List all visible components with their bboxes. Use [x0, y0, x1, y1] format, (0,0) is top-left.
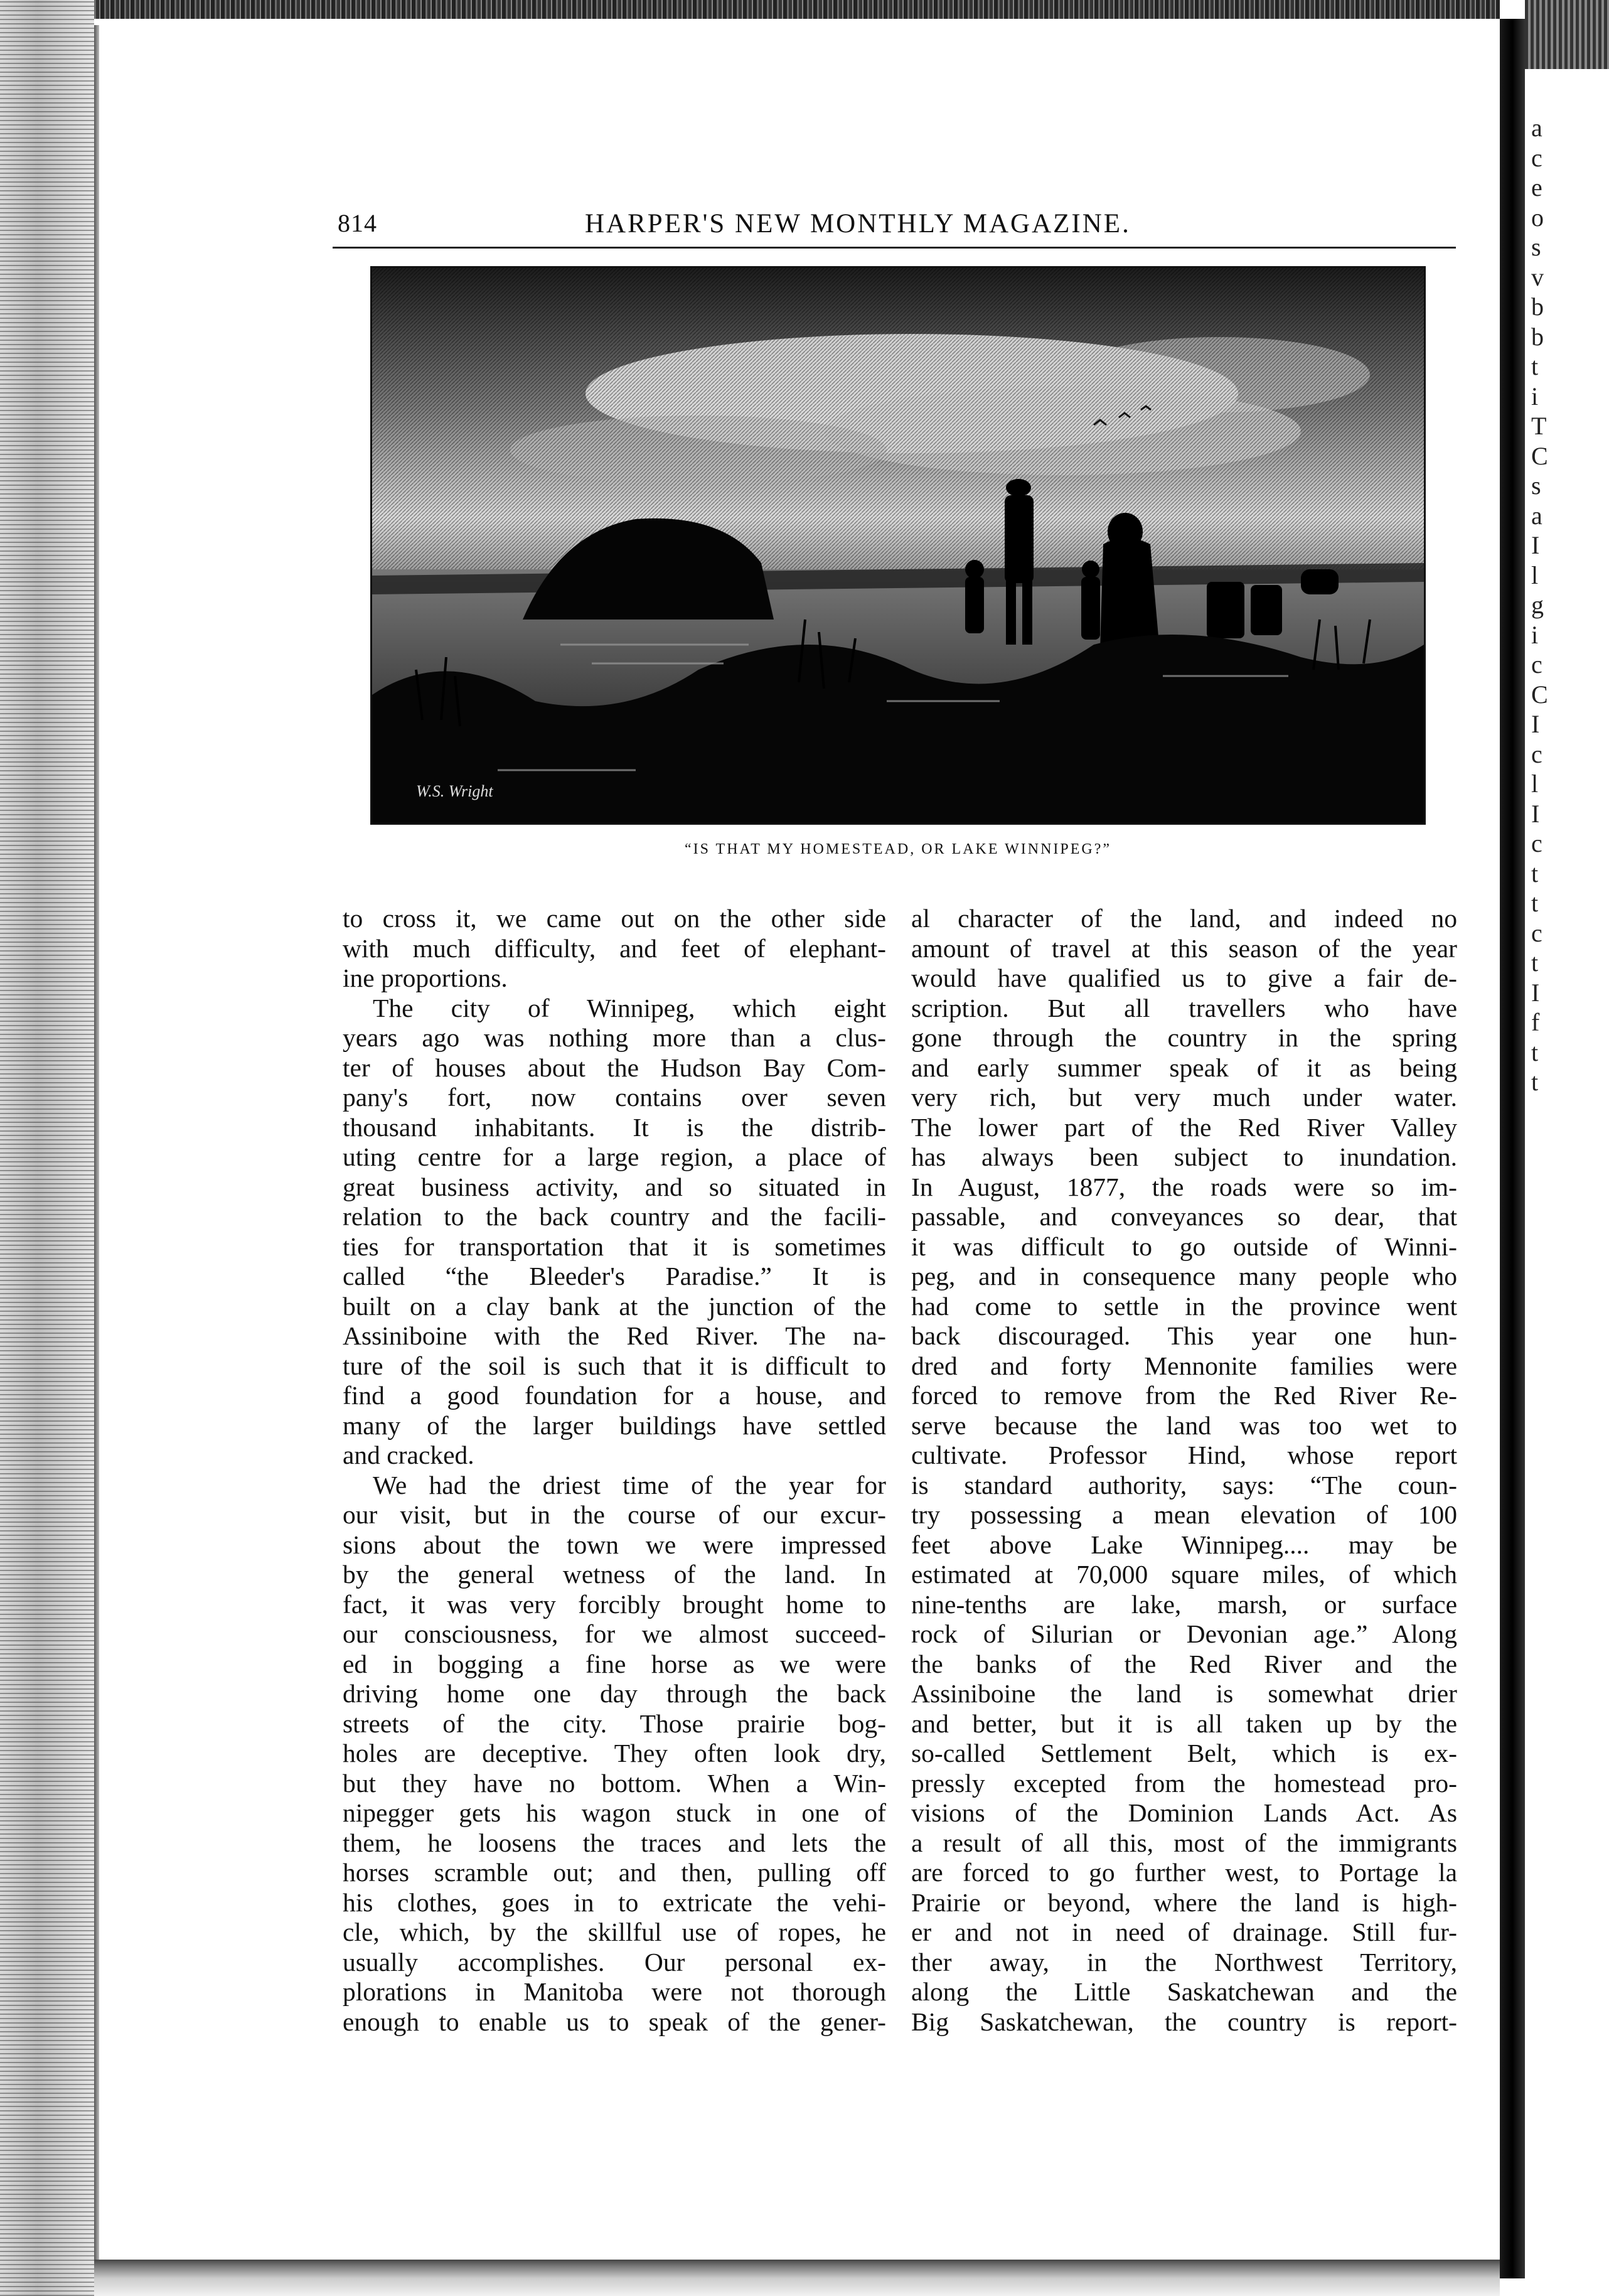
- text-line: Assiniboine the land is somewhat drier: [911, 1679, 1457, 1708]
- text-line: cultivate. Professor Hind, whose report: [911, 1440, 1457, 1469]
- text-line: is standard authority, says: “The coun-: [911, 1470, 1457, 1499]
- text-line: cle, which, by the skillful use of ropes, he: [343, 1918, 886, 1946]
- illustration-engraving: [370, 266, 1426, 825]
- facing-page-fragment: a: [1531, 501, 1542, 530]
- text-line: Big Saskatchewan, the country is report-: [911, 2007, 1457, 2036]
- text-line: had come to settle in the province went: [911, 1291, 1457, 1321]
- text-line: back discouraged. This year one hun-: [911, 1321, 1457, 1350]
- left-text-column: [343, 904, 886, 2266]
- text-line: ine proportions.: [343, 963, 508, 992]
- facing-page-fragment: c: [1531, 829, 1542, 857]
- magazine-title: HARPER'S NEW MONTHLY MAGAZINE.: [585, 209, 1131, 239]
- scan-top-edge: [0, 0, 1609, 19]
- text-line: streets of the city. Those prairie bog-: [343, 1709, 886, 1738]
- text-line: fact, it was very forcibly brought home to: [343, 1589, 886, 1619]
- text-line: has always been subject to inundation.: [911, 1142, 1457, 1171]
- facing-page-fragment: I: [1531, 978, 1540, 1007]
- facing-page-fragment: s: [1531, 471, 1541, 500]
- text-line: so-called Settlement Belt, which is ex-: [911, 1739, 1457, 1768]
- text-line: are forced to go further west, to Portage la: [911, 1858, 1457, 1887]
- text-line: In August, 1877, the roads were so im-: [911, 1172, 1457, 1201]
- facing-page-fragment: f: [1531, 1008, 1540, 1036]
- facing-page-fragment: a: [1531, 114, 1542, 142]
- text-line: but they have no bottom. When a Win-: [343, 1768, 886, 1798]
- page-left-border: [94, 25, 99, 2260]
- text-line: our consciousness, for we almost succeed-: [343, 1619, 886, 1648]
- facing-page-fragment: i: [1531, 620, 1539, 649]
- facing-page-fragment: o: [1531, 203, 1544, 232]
- facing-page-fragment: s: [1531, 233, 1541, 261]
- facing-page-fragment: b: [1531, 292, 1544, 321]
- text-line: by the general wetness of the land. In: [343, 1560, 886, 1589]
- artist-signature: W.S. Wright: [416, 782, 493, 800]
- facing-page-fragment: t: [1531, 352, 1539, 380]
- text-line: forced to remove from the Red River Re-: [911, 1381, 1457, 1410]
- facing-page-fragment: t: [1531, 889, 1539, 917]
- text-line: dred and forty Mennonite families were: [911, 1351, 1457, 1380]
- text-line: it was difficult to go outside of Winni-: [911, 1231, 1457, 1261]
- book-spine-edge: [0, 0, 94, 2296]
- text-line: many of the larger buildings have settled: [343, 1410, 886, 1440]
- facing-page-fragment: l: [1531, 561, 1539, 589]
- facing-page-fragment: c: [1531, 739, 1542, 768]
- illustration-caption: “IS THAT MY HOMESTEAD, OR LAKE WINNIPEG?”: [684, 841, 1112, 857]
- header-rule: [333, 247, 1456, 249]
- facing-page-fragment: v: [1531, 262, 1544, 291]
- text-line: ed in bogging a fine horse as we were: [343, 1649, 886, 1678]
- text-line: his clothes, goes in to extricate the vehi-: [343, 1887, 886, 1917]
- text-line: ture of the soil is such that it is difficult to: [343, 1351, 886, 1380]
- text-line: called “the Bleeder's Paradise.” It is: [343, 1262, 886, 1290]
- engraving-scene: [372, 268, 1424, 823]
- text-line: our visit, but in the course of our excur-: [343, 1500, 886, 1529]
- page-gutter-shadow: [1500, 19, 1525, 2278]
- text-line: along the Little Saskatchewan and the: [911, 1977, 1457, 2006]
- facing-page-fragment: t: [1531, 1038, 1539, 1066]
- facing-page-text-fragments: [1531, 113, 1600, 2247]
- text-line: enough to enable us to speak of the gener-: [343, 2007, 886, 2036]
- text-line: find a good foundation for a house, and: [343, 1381, 886, 1410]
- right-text-column: [911, 904, 1457, 2266]
- text-line: feet above Lake Winnipeg.... may be: [911, 1530, 1457, 1559]
- text-line: al character of the land, and indeed no: [911, 904, 1457, 933]
- text-line: nipegger gets his wagon stuck in one of: [343, 1798, 886, 1827]
- text-line: er and not in need of drainage. Still fur-: [911, 1918, 1457, 1946]
- text-line: them, he loosens the traces and lets the: [343, 1828, 886, 1857]
- text-line: and better, but it is all taken up by the: [911, 1709, 1457, 1738]
- text-line: horses scramble out; and then, pulling off: [343, 1858, 886, 1887]
- text-line: passable, and conveyances so dear, that: [911, 1202, 1457, 1231]
- facing-page-fragment: g: [1531, 591, 1544, 619]
- facing-page-fragment: C: [1531, 680, 1548, 709]
- facing-page-fragment: c: [1531, 650, 1542, 679]
- text-line: The city of Winnipeg, which eight: [373, 993, 886, 1022]
- text-line: sions about the town we were impressed: [343, 1530, 886, 1559]
- running-head: [338, 208, 1455, 246]
- text-line: years ago was nothing more than a clus-: [343, 1023, 886, 1052]
- text-line: visions of the Dominion Lands Act. As: [911, 1798, 1457, 1827]
- text-line: thousand inhabitants. It is the distrib-: [343, 1112, 886, 1142]
- text-line: driving home one day through the back: [343, 1679, 886, 1708]
- text-line: nine-tenths are lake, marsh, or surface: [911, 1589, 1457, 1619]
- facing-page-fragment: T: [1531, 412, 1547, 440]
- text-line: peg, and in consequence many people who: [911, 1262, 1457, 1290]
- text-line: relation to the back country and the facili-: [343, 1202, 886, 1231]
- text-line: the banks of the Red River and the: [911, 1649, 1457, 1678]
- text-line: uting centre for a large region, a place of: [343, 1142, 886, 1171]
- text-line: usually accomplishes. Our personal ex-: [343, 1947, 886, 1977]
- text-line: holes are deceptive. They often look dry,: [343, 1739, 886, 1768]
- facing-page-fragment: C: [1531, 441, 1548, 470]
- text-line: pressly excepted from the homestead pro-: [911, 1768, 1457, 1798]
- text-line: very rich, but very much under water.: [911, 1083, 1457, 1112]
- text-line: ther away, in the Northwest Territory,: [911, 1947, 1457, 1977]
- page-number: 814: [338, 209, 377, 237]
- text-line: Assiniboine with the Red River. The na-: [343, 1321, 886, 1350]
- facing-page-fragment: t: [1531, 859, 1539, 888]
- facing-page-fragment: b: [1531, 322, 1544, 351]
- text-line: ties for transportation that it is sometimes: [343, 1231, 886, 1261]
- text-line: built on a clay bank at the junction of the: [343, 1291, 886, 1321]
- text-line: gone through the country in the spring: [911, 1023, 1457, 1052]
- text-line: great business activity, and so situated in: [343, 1172, 886, 1201]
- text-line: and early summer speak of it as being: [911, 1053, 1457, 1082]
- text-line: amount of travel at this season of the year: [911, 933, 1457, 963]
- facing-page-fragment: l: [1531, 770, 1539, 798]
- text-line: scription. But all travellers who have: [911, 993, 1457, 1022]
- facing-page-fragment: i: [1531, 382, 1539, 410]
- text-line: ter of houses about the Hudson Bay Com-: [343, 1053, 886, 1082]
- text-line: a result of all this, most of the immigrants: [911, 1828, 1457, 1857]
- facing-page-fragment: t: [1531, 948, 1539, 977]
- facing-page-fragment: c: [1531, 143, 1542, 172]
- text-line: would have qualified us to give a fair de-: [911, 963, 1457, 992]
- text-line: estimated at 70,000 square miles, of which: [911, 1560, 1457, 1589]
- text-line: to cross it, we came out on the other side: [343, 904, 886, 933]
- text-line: pany's fort, now contains over seven: [343, 1083, 886, 1112]
- text-line: Prairie or beyond, where the land is high-: [911, 1887, 1457, 1917]
- scan-corner-edge: [1525, 0, 1609, 69]
- facing-page-fragment: c: [1531, 918, 1542, 947]
- text-line: plorations in Manitoba were not thorough: [343, 1977, 886, 2006]
- facing-page-fragment: I: [1531, 799, 1540, 828]
- text-line: We had the driest time of the year for: [373, 1470, 886, 1499]
- text-line: The lower part of the Red River Valley: [911, 1112, 1457, 1142]
- text-line: serve because the land was too wet to: [911, 1410, 1457, 1440]
- text-line: and cracked.: [343, 1440, 474, 1469]
- text-line: try possessing a mean elevation of 100: [911, 1500, 1457, 1529]
- text-line: with much difficulty, and feet of elephant-: [343, 933, 886, 963]
- facing-page-fragment: I: [1531, 531, 1540, 559]
- text-line: rock of Silurian or Devonian age.” Along: [911, 1619, 1457, 1648]
- facing-page-fragment: e: [1531, 173, 1542, 201]
- facing-page-fragment: t: [1531, 1068, 1539, 1096]
- facing-page-fragment: I: [1531, 710, 1540, 738]
